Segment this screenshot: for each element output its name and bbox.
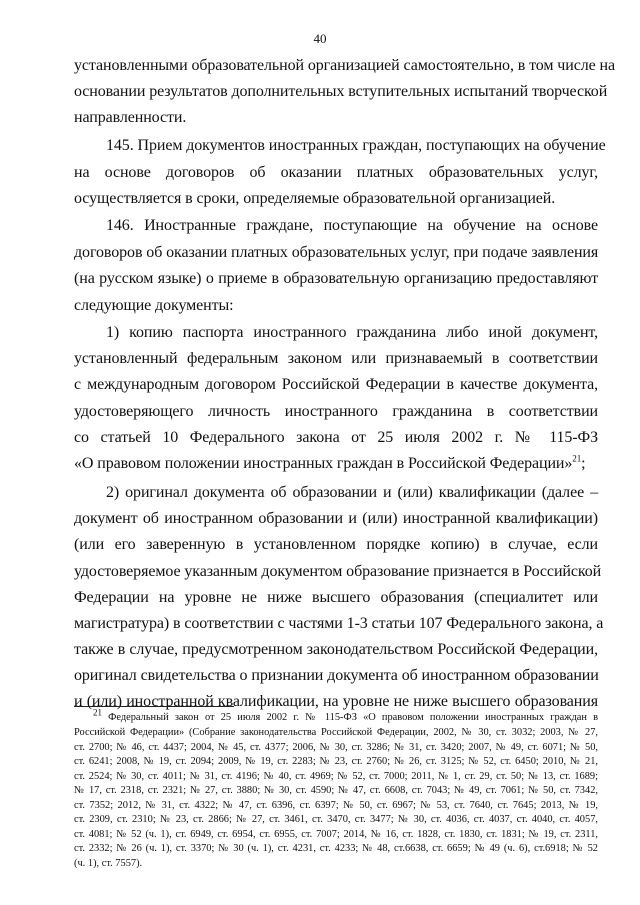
footnote-line: ст. 4081; № 52 (ч. 1), ст. 6949, ст. 6954, ст. 6955, ст. 7007; 2014, № 16, ст. 1828, ст. 1830, ст. 1831; № 19, ст. 2311, (74, 829, 598, 840)
footnote-line-first (93, 707, 598, 726)
item-2-line: Федерации на уровне не ниже высшего образования (специалитет или (74, 589, 598, 606)
item-1-line: удостоверяющего личность иностранного гражданина в соответствии (74, 403, 598, 420)
footnote-line: ст. 2332; № 26 (ч. 1), ст. 3370; № 30 (ч. 1), ст. 4231, ст. 4233; № 48, ст.6638, ст. 6659; № 49 (ч. 6), ст.6918; № 52 (74, 843, 598, 854)
item-1-line-last (74, 454, 598, 474)
footnote-line: № 17, ст. 2318, ст. 2321; № 27, ст. 3880; № 30, ст. 4590; № 47, ст. 6608, ст. 7043; № 49, ст. 7061; № 50, ст. 7342, (74, 785, 598, 796)
paragraph-146-line: (на русском языке) о приеме в образовательную организацию предоставляют (74, 270, 598, 287)
footnote-text: Федеральный закон от 25 июля 2002 г. № 115-ФЗ «О правовом положении иностранных граждан в (108, 712, 598, 723)
item-2-line: также в случае, предусмотренном законодательством Российской Федерации, (74, 641, 598, 658)
item-1-line: с международным договором Российской Федерации в качестве документа, (74, 376, 598, 393)
footnote-line: ст. 6241; 2008, № 19, ст. 2094; 2009, № 19, ст. 2283; № 23, ст. 2760; № 26, ст. 3125; № 52, ст. 6450; 2010, № 21, (74, 756, 598, 767)
item-1-end: ; (581, 455, 586, 472)
body-line: основании результатов дополнительных вступительных испытаний творческой (74, 83, 608, 100)
item-1-line: установленный федеральным законом или признаваемый в соответствии (74, 350, 598, 367)
item-2-line: магистратура) в соответствии с частями 1-3 статьи 107 Федерального закона, а (74, 615, 604, 632)
item-2-line: документ об иностранном образовании и (или) иностранной квалификации) (74, 510, 598, 527)
body-line: установленными образовательной организацией самостоятельно, в том числе на (74, 57, 615, 74)
item-2-line: (или его заверенную в установленном порядке копию) в случае, если (74, 536, 598, 553)
item-2-line: и (или) иностранной квалификации, на уровне не ниже высшего образования (74, 693, 598, 710)
paragraph-145-line: на основе договоров об оказании платных образовательных услуг, (74, 164, 598, 181)
item-2-line: 2) оригинал документа об образовании и (или) квалификации (далее – (106, 484, 598, 501)
item-1-line: со статьей 10 Федерального закона от 25 июля 2002 г. № 115-ФЗ (74, 429, 598, 446)
footnote-line: Российской Федерации» (Собрание законодательства Российской Федерации, 2002, № 30, ст. 3032; 2003, № 27, (74, 727, 598, 738)
item-2-line: оригинал свидетельства о признании документа об иностранном образовании (74, 667, 599, 684)
footnote-line: ст. 2309, ст. 2310; № 23, ст. 2866; № 27, ст. 3461, ст. 3470, ст. 3477; № 30, ст. 4036, ст. 4037, ст. 4040, ст. 4057, (74, 814, 598, 825)
item-1-line: 1) копию паспорта иностранного гражданина либо иной документ, (106, 324, 598, 341)
footnote-line-last: (ч. 1), ст. 7557). (74, 858, 143, 869)
page-number: 40 (313, 31, 327, 46)
footnote-line: ст. 2700; № 46, ст. 4437; 2004, № 45, ст. 4377; 2006, № 30, ст. 3286; № 31, ст. 3420; 2007, № 49, ст. 6071; № 50, (74, 742, 598, 753)
footnote-reference[interactable]: 21 (572, 453, 582, 464)
item-2-line: удостоверяемое указанным документом образование признается в Российской (74, 563, 602, 580)
paragraph-146-line: договоров об оказании платных образовательных услуг, при подаче заявления (74, 244, 599, 261)
paragraph-145-line: 145. Прием документов иностранных граждан, поступающих на обучение (106, 137, 606, 154)
footnote-number: 21 (93, 707, 102, 718)
paragraph-146-line: следующие документы: (74, 297, 234, 314)
footnote-line: ст. 2524; № 30, ст. 4011; № 31, ст. 4196; № 40, ст. 4969; № 52, ст. 7000; 2011, № 1, ст. 29, ст. 50; № 13, ст. 1689; (74, 771, 598, 782)
item-1-citation: «О правовом положении иностранных граждан в Российской Федерации» (74, 455, 573, 472)
paragraph-146-line: 146. Иностранные граждане, поступающие на обучение на основе (106, 217, 598, 234)
paragraph-145-line: осуществляется в сроки, определяемые образовательной организацией. (74, 190, 556, 207)
body-line: направленности. (74, 109, 187, 126)
footnote-line: ст. 7352; 2012, № 31, ст. 4322; № 47, ст. 6396, ст. 6397; № 50, ст. 6967; № 53, ст. 7640, ст. 7645; 2013, № 19, (74, 800, 598, 811)
